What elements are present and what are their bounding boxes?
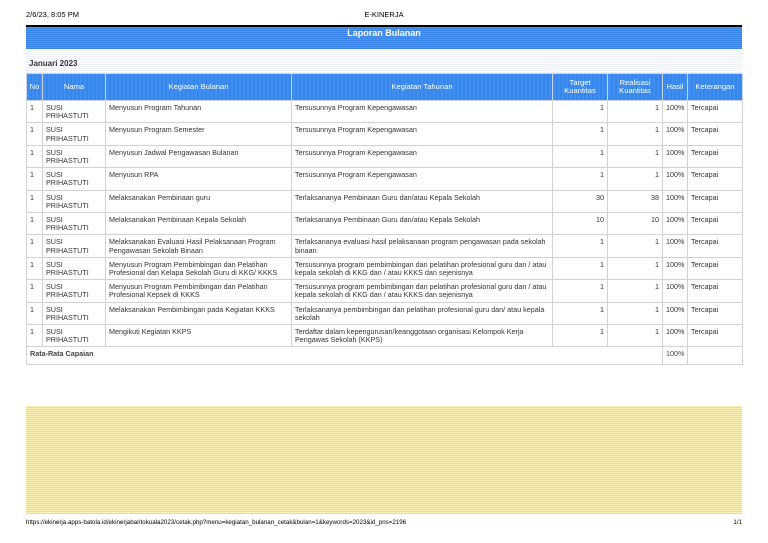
cell-kegiatan-bulanan: Melaksanakan Evaluasi Hasil Pelaksanaan Program Pengawasan Sekolah Binaan bbox=[106, 235, 292, 257]
cell-kegiatan-bulanan: Melaksanakan Pembinaan guru bbox=[106, 190, 292, 212]
cell-hasil: 100% bbox=[663, 257, 688, 279]
cell-kegiatan-tahunan: Tersusunnya Program Kepengawasan bbox=[292, 123, 553, 145]
cell-no: 1 bbox=[27, 302, 43, 324]
cell-kegiatan-tahunan: Terlaksananya pembimbingan dan pelatihan profesional guru dan/ atau kepala sekolah bbox=[292, 302, 553, 324]
summary-label: Rata-Rata Capaian bbox=[27, 347, 663, 365]
print-header bbox=[26, 10, 742, 22]
cell-kegiatan-tahunan: Terlaksananya Pembinaan Guru dan/atau Kepala Sekolah bbox=[292, 190, 553, 212]
cell-target: 1 bbox=[553, 302, 608, 324]
col-header-realisasi: Realisasi Kuantitas bbox=[608, 74, 663, 101]
cell-kegiatan-tahunan: Tersusunnya Program Kepengawasan bbox=[292, 168, 553, 190]
col-header-target: Target Kuantitas bbox=[553, 74, 608, 101]
cell-kegiatan-tahunan: Tersusunnya program pembimbingan dan pelatihan profesional guru dan / atau kepala sekolah di KKG dan / atau KKKS dan sejenisnya bbox=[292, 280, 553, 302]
cell-target: 1 bbox=[553, 280, 608, 302]
cell-kegiatan-tahunan: Terlaksananya Pembinaan Guru dan/atau Kepala Sekolah bbox=[292, 213, 553, 235]
table-row bbox=[27, 145, 743, 167]
cell-no: 1 bbox=[27, 101, 43, 123]
cell-keterangan: Tercapai bbox=[688, 190, 743, 212]
print-url: https://ekinerja.apps-batola.id/ekinerjabaritokuala2023/cetak.php?menu=kegiatan_bulanan_cetak&bulan=1&keywords=2023&id_pns=2196 bbox=[26, 519, 407, 526]
cell-target: 10 bbox=[553, 213, 608, 235]
cell-hasil: 100% bbox=[663, 280, 688, 302]
cell-nama: SUSI PRIHASTUTI bbox=[43, 145, 106, 167]
cell-kegiatan-tahunan: Tersusunnya Program Kepengawasan bbox=[292, 145, 553, 167]
cell-kegiatan-tahunan: Tersusunnya Program Kepengawasan bbox=[292, 101, 553, 123]
cell-nama: SUSI PRIHASTUTI bbox=[43, 235, 106, 257]
cell-target: 1 bbox=[553, 145, 608, 167]
cell-realisasi: 1 bbox=[608, 302, 663, 324]
cell-hasil: 100% bbox=[663, 235, 688, 257]
cell-hasil: 100% bbox=[663, 101, 688, 123]
table-row bbox=[27, 101, 743, 123]
cell-kegiatan-bulanan: Melaksanakan Pembimbingan pada Kegiatan KKKS bbox=[106, 302, 292, 324]
cell-nama: SUSI PRIHASTUTI bbox=[43, 302, 106, 324]
yellow-filler-area bbox=[26, 406, 742, 514]
cell-realisasi: 1 bbox=[608, 101, 663, 123]
table-body bbox=[27, 101, 743, 347]
col-header-hasil: Hasil bbox=[663, 74, 688, 101]
cell-target: 1 bbox=[553, 257, 608, 279]
cell-target: 1 bbox=[553, 123, 608, 145]
cell-realisasi: 1 bbox=[608, 280, 663, 302]
cell-realisasi: 1 bbox=[608, 145, 663, 167]
cell-kegiatan-tahunan: Terlaksananya evaluasi hasil pelaksanaan program pengawasan pada sekolah binaan bbox=[292, 235, 553, 257]
cell-keterangan: Tercapai bbox=[688, 257, 743, 279]
table-row bbox=[27, 123, 743, 145]
table-row bbox=[27, 213, 743, 235]
cell-kegiatan-bulanan: Menyusun Program Pembimbingan dan Pelatihan Profesional dan Kelapa Sekolah Guru di KKG/ KKKS bbox=[106, 257, 292, 279]
cell-kegiatan-bulanan: Menyusun Jadwal Pengawasan Bulanan bbox=[106, 145, 292, 167]
cell-realisasi: 1 bbox=[608, 235, 663, 257]
cell-target: 1 bbox=[553, 101, 608, 123]
cell-realisasi: 38 bbox=[608, 190, 663, 212]
table-row bbox=[27, 257, 743, 279]
cell-kegiatan-bulanan: Menyusun Program Tahunan bbox=[106, 101, 292, 123]
cell-realisasi: 1 bbox=[608, 325, 663, 347]
summary-empty-cell bbox=[688, 347, 743, 365]
col-header-kegiatan-tahunan: Kegiatan Tahunan bbox=[292, 74, 553, 101]
cell-hasil: 100% bbox=[663, 325, 688, 347]
table-header-row bbox=[27, 74, 743, 101]
cell-kegiatan-tahunan: Tersusunnya program pembimbingan dan pelatihan profesional guru dan / atau kepala sekolah di KKG dan / atau KKKS dan sejenisnya bbox=[292, 257, 553, 279]
cell-keterangan: Tercapai bbox=[688, 168, 743, 190]
cell-hasil: 100% bbox=[663, 213, 688, 235]
cell-nama: SUSI PRIHASTUTI bbox=[43, 280, 106, 302]
cell-keterangan: Tercapai bbox=[688, 325, 743, 347]
cell-kegiatan-bulanan: Menyusun RPA bbox=[106, 168, 292, 190]
cell-hasil: 100% bbox=[663, 145, 688, 167]
cell-no: 1 bbox=[27, 280, 43, 302]
cell-realisasi: 1 bbox=[608, 257, 663, 279]
cell-kegiatan-bulanan: Melaksanakan Pembinaan Kepala Sekolah bbox=[106, 213, 292, 235]
col-header-kegiatan-bulanan: Kegiatan Bulanan bbox=[106, 74, 292, 101]
table-row bbox=[27, 190, 743, 212]
cell-keterangan: Tercapai bbox=[688, 123, 743, 145]
cell-keterangan: Tercapai bbox=[688, 280, 743, 302]
report-month: Januari 2023 bbox=[29, 59, 78, 68]
report-title-bar bbox=[26, 25, 742, 49]
cell-kegiatan-bulanan: Menyusun Program Pembimbingan dan Pelatihan Profesional Kepsek di KKKS bbox=[106, 280, 292, 302]
cell-nama: SUSI PRIHASTUTI bbox=[43, 190, 106, 212]
summary-value: 100% bbox=[663, 347, 688, 365]
cell-realisasi: 1 bbox=[608, 168, 663, 190]
print-page-number: 1/1 bbox=[733, 519, 742, 526]
cell-no: 1 bbox=[27, 123, 43, 145]
print-footer bbox=[26, 519, 742, 529]
cell-target: 1 bbox=[553, 235, 608, 257]
print-app-name: E-KINERJA bbox=[364, 10, 404, 19]
cell-target: 30 bbox=[553, 190, 608, 212]
cell-target: 1 bbox=[553, 325, 608, 347]
cell-nama: SUSI PRIHASTUTI bbox=[43, 257, 106, 279]
cell-no: 1 bbox=[27, 190, 43, 212]
cell-hasil: 100% bbox=[663, 190, 688, 212]
table-row bbox=[27, 168, 743, 190]
col-header-keterangan: Keterangan bbox=[688, 74, 743, 101]
cell-realisasi: 1 bbox=[608, 123, 663, 145]
cell-hasil: 100% bbox=[663, 168, 688, 190]
report-title: Laporan Bulanan bbox=[347, 28, 421, 38]
table-row bbox=[27, 302, 743, 324]
cell-keterangan: Tercapai bbox=[688, 101, 743, 123]
cell-keterangan: Tercapai bbox=[688, 145, 743, 167]
cell-no: 1 bbox=[27, 257, 43, 279]
cell-target: 1 bbox=[553, 168, 608, 190]
summary-row bbox=[27, 347, 743, 365]
cell-nama: SUSI PRIHASTUTI bbox=[43, 123, 106, 145]
cell-nama: SUSI PRIHASTUTI bbox=[43, 168, 106, 190]
cell-nama: SUSI PRIHASTUTI bbox=[43, 213, 106, 235]
table-row bbox=[27, 235, 743, 257]
cell-kegiatan-bulanan: Mengikuti Kegiatan KKPS bbox=[106, 325, 292, 347]
cell-kegiatan-bulanan: Menyusun Program Semester bbox=[106, 123, 292, 145]
cell-no: 1 bbox=[27, 235, 43, 257]
cell-hasil: 100% bbox=[663, 123, 688, 145]
table-row bbox=[27, 325, 743, 347]
cell-nama: SUSI PRIHASTUTI bbox=[43, 325, 106, 347]
cell-hasil: 100% bbox=[663, 302, 688, 324]
cell-no: 1 bbox=[27, 145, 43, 167]
cell-nama: SUSI PRIHASTUTI bbox=[43, 101, 106, 123]
cell-kegiatan-tahunan: Terdaftar dalam kepengurusan/keanggotaan organisasi Kelompok Kerja Pengawas Sekolah (KKPS) bbox=[292, 325, 553, 347]
print-date: 2/6/23, 8:05 PM bbox=[26, 10, 79, 19]
report-table bbox=[26, 73, 743, 365]
cell-realisasi: 10 bbox=[608, 213, 663, 235]
table-row bbox=[27, 280, 743, 302]
col-header-no: No bbox=[27, 74, 43, 101]
cell-no: 1 bbox=[27, 325, 43, 347]
col-header-nama: Nama bbox=[43, 74, 106, 101]
cell-keterangan: Tercapai bbox=[688, 213, 743, 235]
cell-no: 1 bbox=[27, 213, 43, 235]
cell-keterangan: Tercapai bbox=[688, 302, 743, 324]
cell-no: 1 bbox=[27, 168, 43, 190]
cell-keterangan: Tercapai bbox=[688, 235, 743, 257]
